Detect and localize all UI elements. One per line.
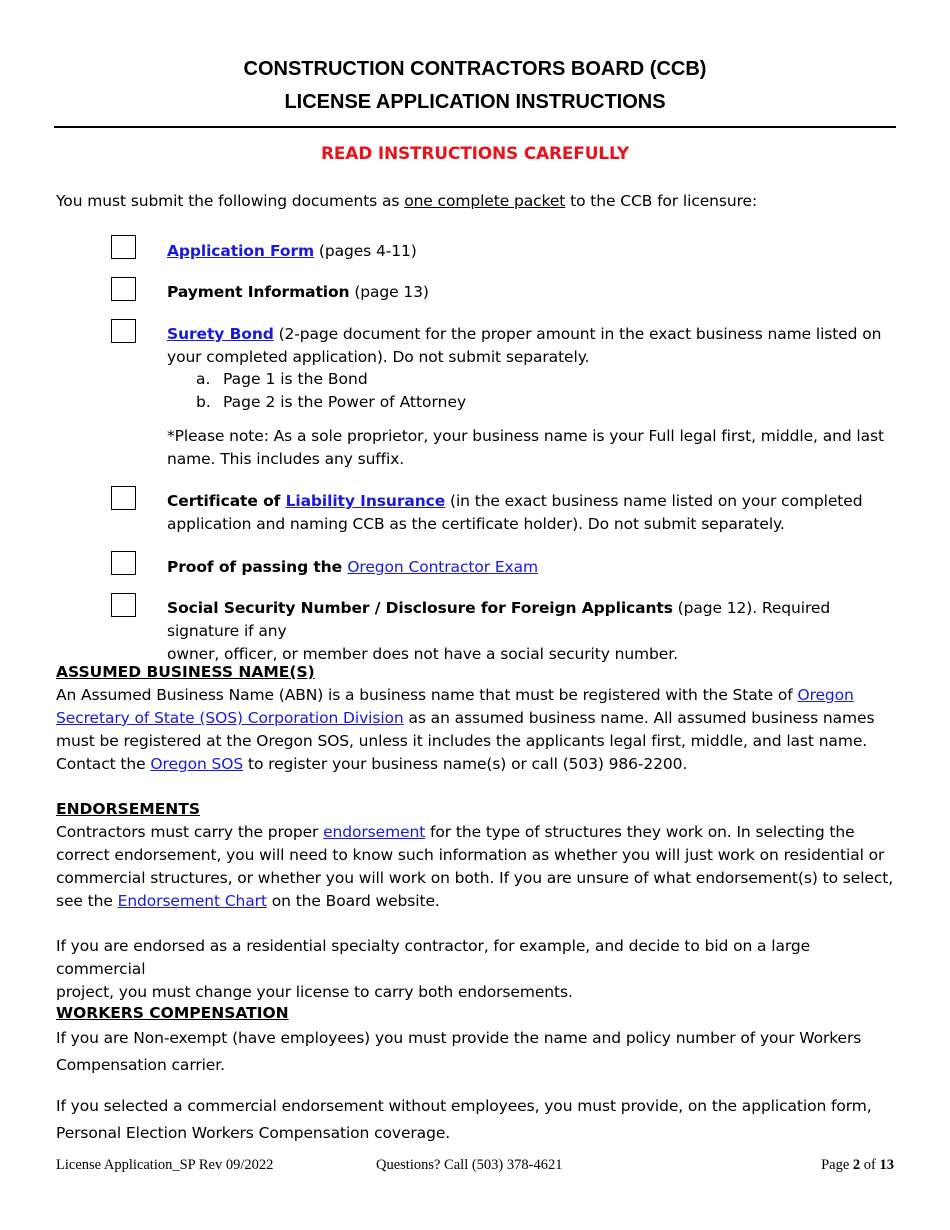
- workers-compensation-commercial-text: If you selected a commercial endorsement without employees, you must provide, on the application form, Personal Election Workers Compensation coverage.: [56, 1097, 872, 1142]
- checkbox-payment-information[interactable]: [111, 277, 136, 301]
- assumed-business-names-text: An Assumed Business Name (ABN) is a business name that must be registered with the State of Oregon Secretary of State (SOS) Corporation Division as an assumed business name. All assumed business names must be registered at the Oregon SOS, unless it includes the applicants legal first, middle, and last name. Contact the Oregon SOS to register your business name(s) or call (503) 986-2200.: [56, 686, 875, 773]
- endorsement-chart-link[interactable]: Endorsement Chart: [117, 892, 267, 910]
- footer-page-number: Page 2 of 13: [821, 1157, 894, 1173]
- section-heading-assumed-business-names: ASSUMED BUSINESS NAME(S): [56, 663, 315, 681]
- sub-item-bond-page-1: Page 1 is the Bond: [223, 370, 368, 388]
- checkbox-application-form[interactable]: [111, 235, 136, 259]
- checklist-item-payment-information: Payment Information (page 13): [167, 283, 429, 301]
- checklist-item-contractor-exam: Proof of passing the Oregon Contractor Exam: [167, 558, 538, 576]
- warning-heading: READ INSTRUCTIONS CAREFULLY: [320, 144, 630, 164]
- endorsement-link[interactable]: endorsement: [323, 823, 426, 841]
- checklist-item-application-form: Application Form (pages 4-11): [167, 242, 417, 260]
- document-subtitle: LICENSE APPLICATION INSTRUCTIONS: [284, 91, 666, 113]
- sos-corporation-division-link[interactable]: Secretary of State (SOS) Corporation Division: [56, 709, 404, 727]
- document-title: CONSTRUCTION CONTRACTORS BOARD (CCB): [243, 58, 707, 80]
- checkbox-liability-insurance[interactable]: [111, 486, 136, 510]
- oregon-link[interactable]: Oregon: [797, 686, 854, 704]
- oregon-contractor-exam-link[interactable]: Oregon Contractor Exam: [347, 558, 538, 576]
- header-divider: [54, 126, 896, 128]
- checkbox-surety-bond[interactable]: [111, 319, 136, 343]
- sole-proprietor-note: *Please note: As a sole proprietor, your business name is your Full legal first, middle, and last name. This includes any suffix.: [167, 427, 884, 468]
- sub-item-bond-page-2: Page 2 is the Power of Attorney: [223, 393, 467, 411]
- checklist-item-surety-bond: Surety Bond (2-page document for the proper amount in the exact business name listed on your completed application). Do not submit separately.: [167, 325, 882, 366]
- checklist-item-liability-insurance: Certificate of Liability Insurance (in the exact business name listed on your completed application and naming CCB as the certificate holder). Do not submit separately.: [167, 492, 863, 533]
- endorsements-example-text: If you are endorsed as a residential specialty contractor, for example, and decide to bid on a large commercial project, you must change your license to carry both endorsements.: [56, 937, 811, 1001]
- application-form-link[interactable]: Application Form: [167, 242, 315, 260]
- workers-compensation-text: If you are Non-exempt (have employees) you must provide the name and policy number of your Workers Compensation carrier.: [56, 1029, 862, 1074]
- endorsements-text: Contractors must carry the proper endorsement for the type of structures they work on. In selecting the correct endorsement, you will need to know such information as whether you will just work on residential or commercial structures, or whether you will work on both. If you are unsure of what endorsement(s) to select, see the Endorsement Chart on the Board website.: [56, 823, 894, 910]
- surety-bond-link[interactable]: Surety Bond: [167, 325, 274, 343]
- section-heading-endorsements: ENDORSEMENTS: [56, 800, 201, 818]
- intro-emphasis: one complete packet: [404, 192, 566, 210]
- oregon-sos-link[interactable]: Oregon SOS: [150, 755, 244, 773]
- checkbox-contractor-exam[interactable]: [111, 551, 136, 575]
- liability-insurance-link[interactable]: Liability Insurance: [285, 492, 446, 510]
- intro-text: You must submit the following documents as one complete packet to the CCB for licensure:: [56, 192, 758, 210]
- sub-item-marker-a: a.: [196, 370, 211, 388]
- checklist-item-social-security: Social Security Number / Disclosure for Foreign Applicants (page 12). Required signature if any owner, officer, or member does not have a social security number.: [167, 599, 831, 663]
- footer-questions-phone: Questions? Call (503) 378-4621: [376, 1157, 563, 1173]
- checkbox-social-security[interactable]: [111, 593, 136, 617]
- section-heading-workers-compensation: WORKERS COMPENSATION: [56, 1004, 289, 1022]
- footer-form-id: License Application_SP Rev 09/2022: [56, 1157, 274, 1173]
- sub-item-marker-b: b.: [196, 393, 211, 411]
